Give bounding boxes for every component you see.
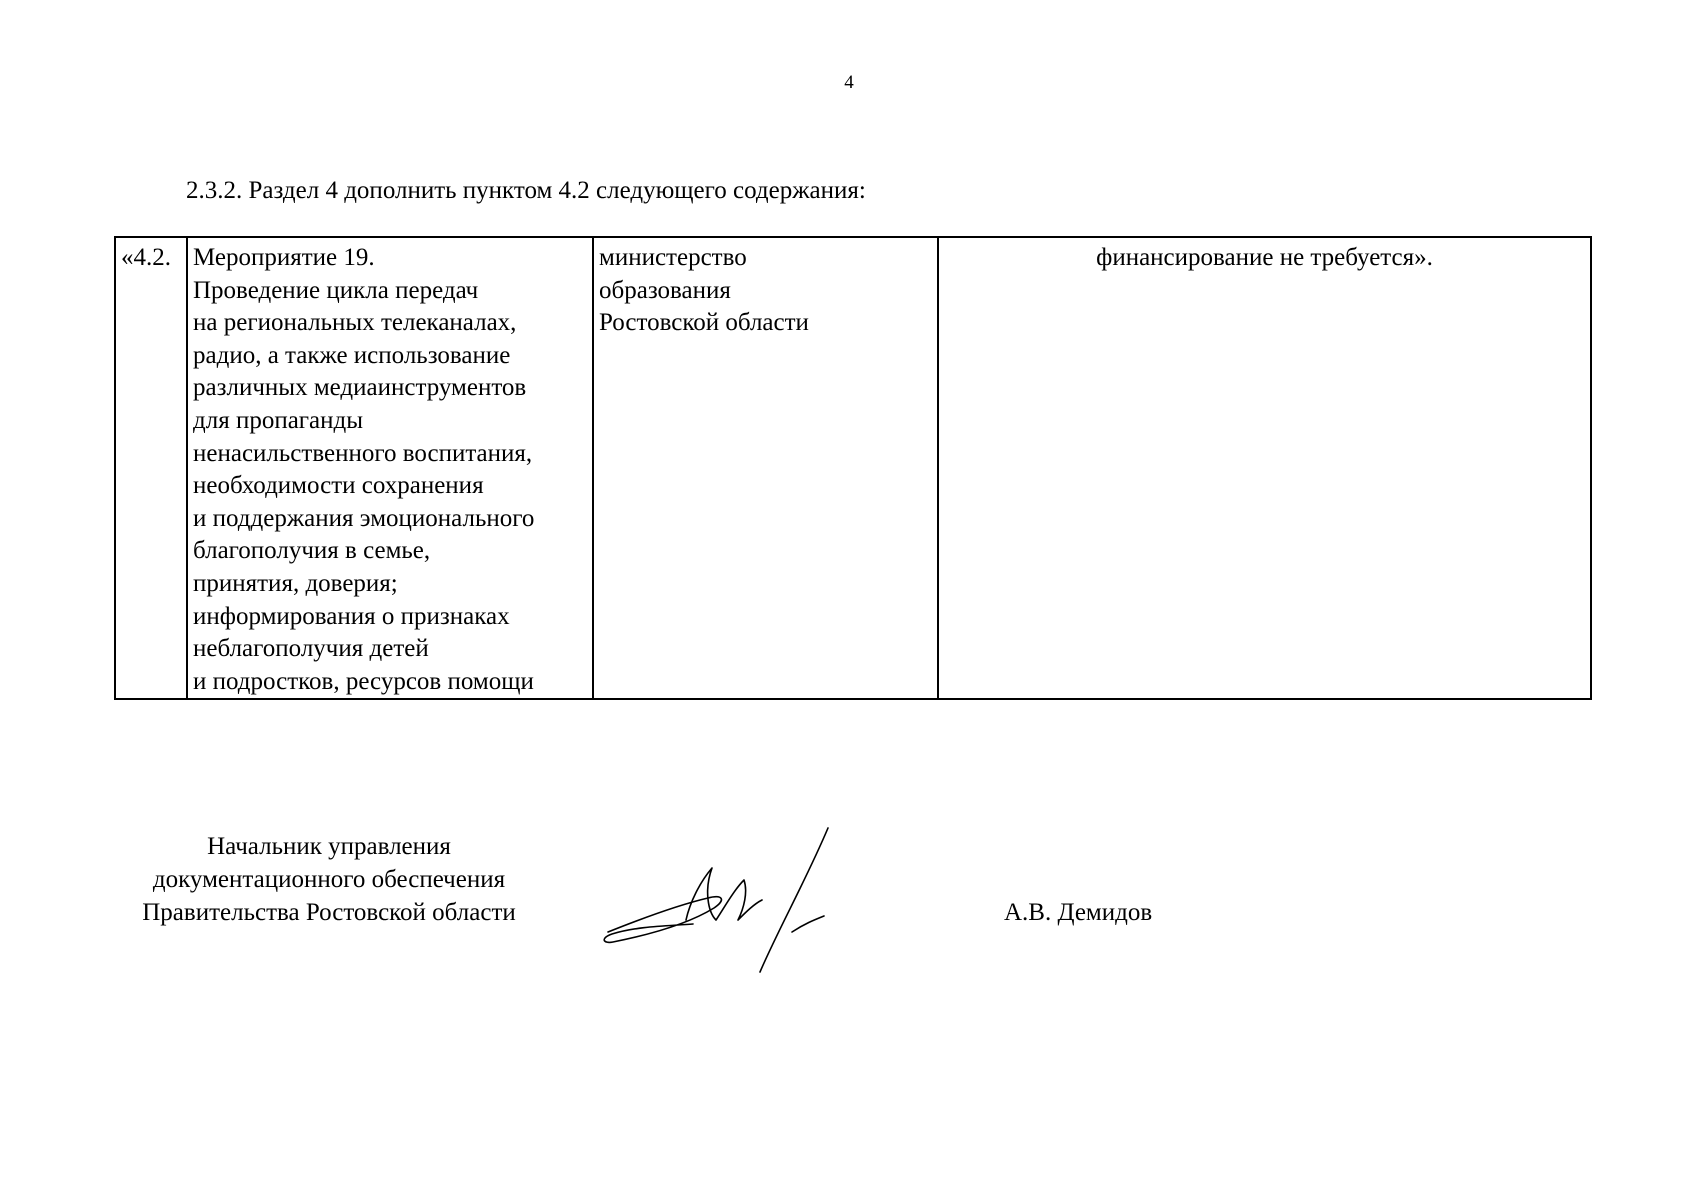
event-line: необходимости сохранения [193,472,484,500]
event-description-cell [187,237,593,699]
table-row [115,237,1591,699]
event-line: Проведение цикла передач [193,276,479,304]
executor-line: министерство [599,244,747,271]
financing-cell [938,237,1591,699]
item-number: «4.2. [121,244,171,271]
event-line: принятия, доверия; [193,569,398,597]
amendment-table [114,236,1592,700]
executor-cell [593,237,938,699]
financing-text: финансирование не требуется». [1096,244,1433,271]
item-number-cell [115,237,187,699]
signer-name: А.В. Демидов [1004,899,1153,926]
event-line: Мероприятие 19. [193,244,375,271]
signer-position-line: Начальник управления [207,833,451,860]
handwritten-signature [598,820,848,980]
signer-position-line: документационного обеспечения [152,866,506,893]
event-line: для пропаганды [193,406,364,434]
amendment-intro: 2.3.2. Раздел 4 дополнить пунктом 4.2 следующего содержания: [186,177,866,204]
event-line: радио, а также использование [193,341,511,369]
page-number: 4 [844,72,854,93]
executor-line: Ростовской области [599,309,809,337]
event-line: ненасильственного воспитания, [193,439,533,467]
event-line: и подростков, ресурсов помощи [193,667,534,695]
event-line: благополучия в семье, [193,537,431,565]
signer-position [104,830,554,929]
event-line: неблагополучия детей [193,635,429,663]
event-line: и поддержания эмоционального [193,504,535,532]
event-line: на региональных телеканалах, [193,309,517,337]
event-line: информирования о признаках [193,602,510,630]
signer-position-line: Правительства Ростовской области [142,899,516,926]
executor-line: образования [599,276,731,304]
event-line: различных медиаинструментов [193,374,527,402]
